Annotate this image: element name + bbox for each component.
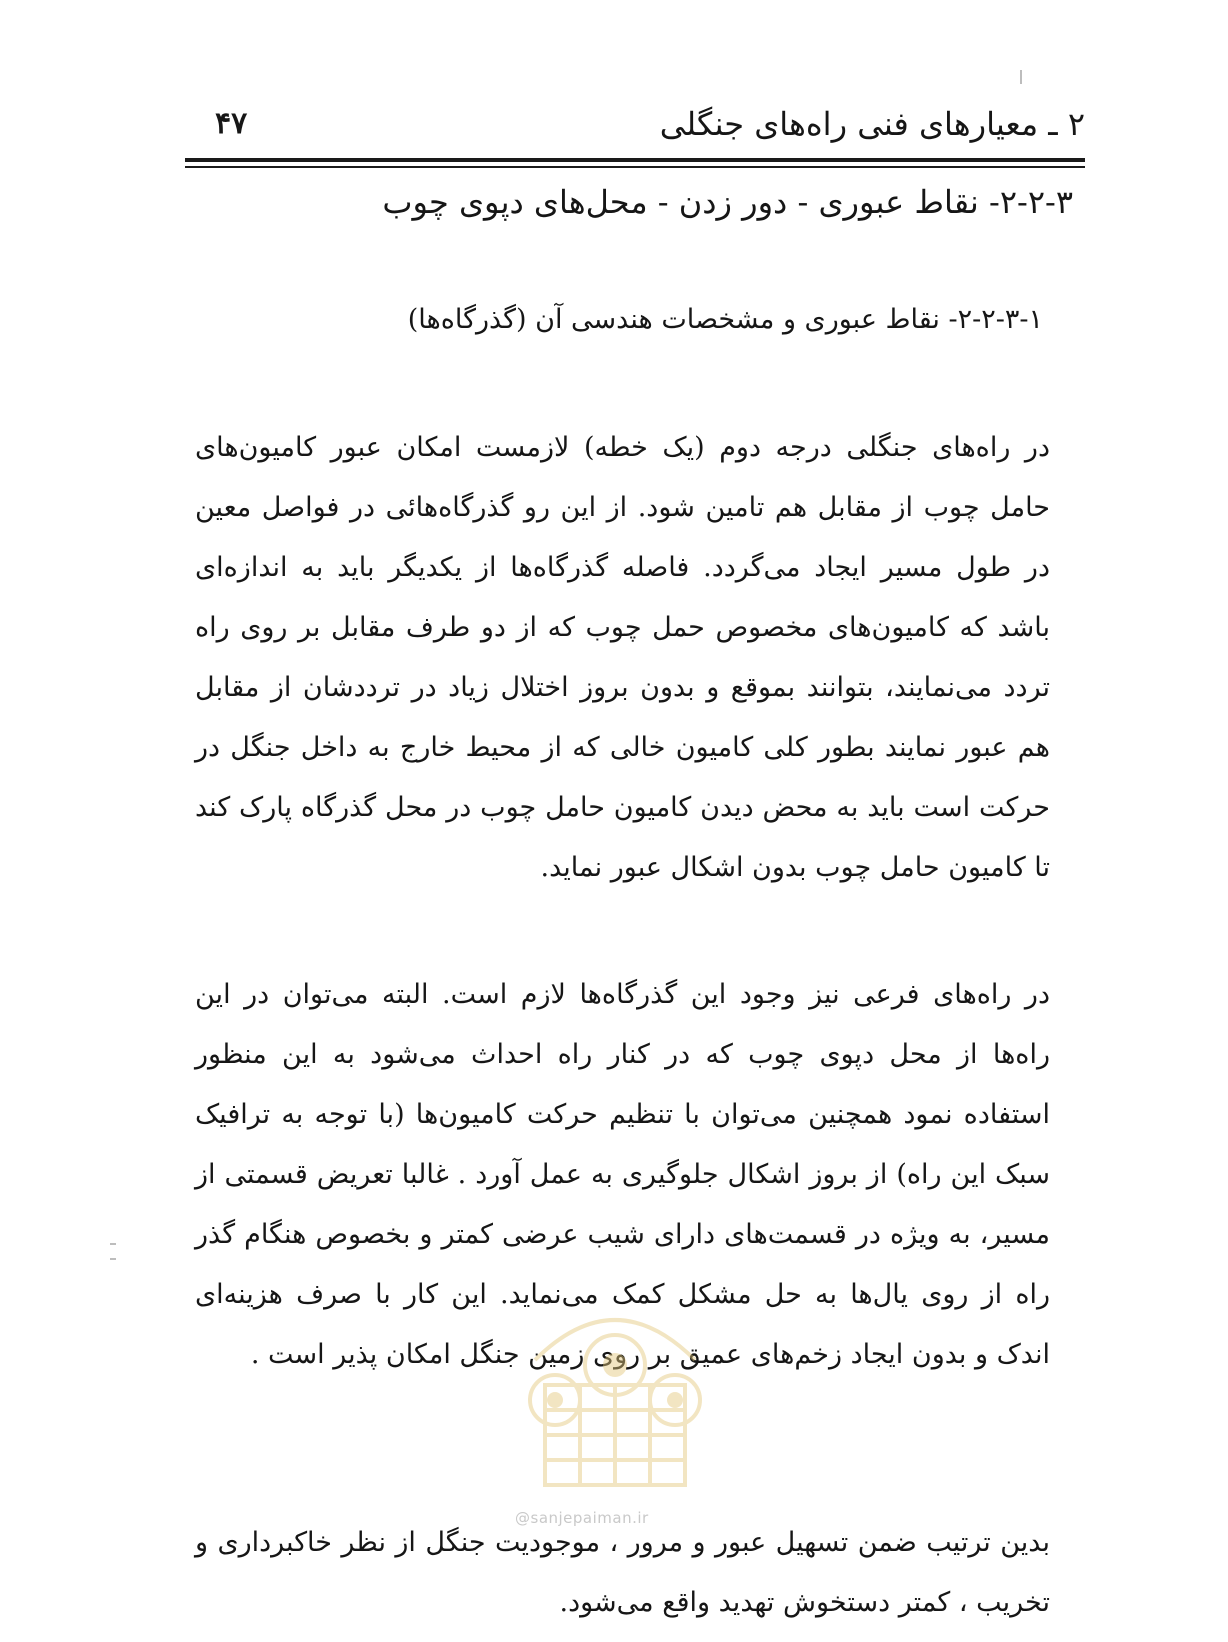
page-number: ۴۷ bbox=[215, 106, 248, 141]
header-rule-thick bbox=[185, 158, 1085, 162]
header-rule-thin bbox=[185, 166, 1085, 168]
subsection-heading: ۲-۲-۳-۱- نقاط عبوری و مشخصات هندسی آن (گذرگاه‌ها) bbox=[407, 304, 1043, 335]
chapter-title: ۲ ـ معیارهای فنی راه‌های جنگلی bbox=[659, 105, 1085, 143]
paragraph-passing-points: در راه‌های جنگلی درجه دوم (یک خطه) لازمست امکان عبور کامیون‌های حامل چوب از مقابل هم تامین شود. از این رو گذرگاه‌هائی در فواصل معین در طول مسیر ایجاد می‌گردد. فاصله گذرگاه‌ها از یکدیگر باید به اندازه‌ای باشد که کامیون‌های مخصوص حمل چوب که از دو طرف مقابل بر روی راه تردد می‌نمایند، بتوانند بموقع و بدون بروز اختلال زیاد در ترددشان از مقابل هم عبور نمایند بطور کلی کامیون خالی که از محیط خارج به داخل جنگل در حرکت است باید به محض دیدن کامیون حامل چوب در محل گذرگاه پارک کند تا کامیون حامل چوب بدون اشکال عبور نماید. bbox=[195, 432, 1050, 883]
paragraph-conclusion: بدین ترتیب ضمن تسهیل عبور و مرور ، موجودیت جنگل از نظر خاکبرداری و تخریب ، کمتر دستخوش تهدید واقع می‌شود. bbox=[195, 1527, 1050, 1618]
scan-mark bbox=[1020, 70, 1022, 84]
scan-mark bbox=[110, 1258, 116, 1260]
scan-mark bbox=[110, 1243, 116, 1245]
section-heading: ۲-۲-۳- نقاط عبوری - دور زدن - محل‌های دپوی چوب bbox=[382, 183, 1073, 221]
paragraph-secondary-roads: در راه‌های فرعی نیز وجود این گذرگاه‌ها لازم است. البته می‌توان در این راه‌ها از محل دپوی چوب که در کنار راه احداث می‌شود به این منظور استفاده نمود همچنین می‌توان با تنظیم حرکت کامیون‌ها (با توجه به ترافیک سبک این راه) از بروز اشکال جلوگیری به عمل آورد . غالبا تعریض قسمتی از مسیر، به ویژه در قسمت‌های دارای شیب عرضی کمتر و بخصوص هنگام گذر راه از روی یال‌ها به حل مشکل کمک می‌نماید. این کار با صرف هزینه‌ای اندک و بدون ایجاد زخم‌های عمیق بر روی زمین جنگل امکان پذیر است . bbox=[195, 979, 1050, 1370]
page-header bbox=[185, 100, 1085, 148]
watermark-site-text: @sanjepaiman.ir bbox=[515, 1509, 649, 1527]
